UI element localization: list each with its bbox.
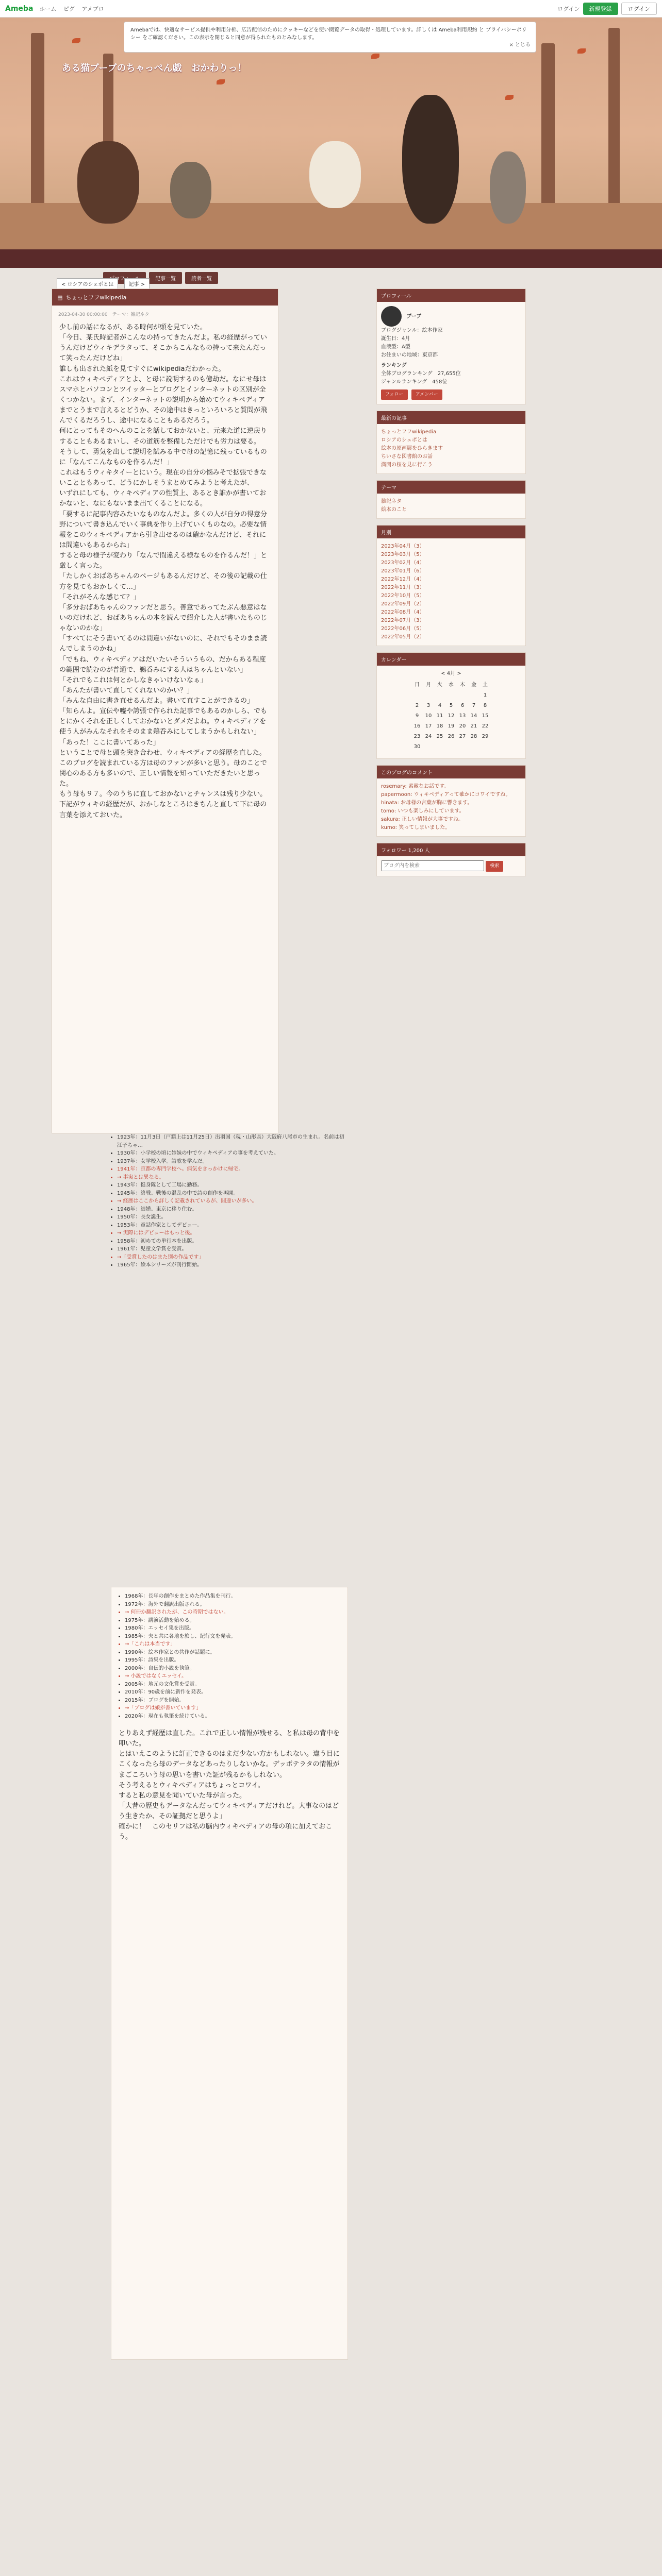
archive-link[interactable]: 2023年03月（5）: [381, 552, 425, 558]
calendar-day[interactable]: 24: [425, 734, 432, 740]
conclusion-paragraph: そう考えるとウィキペディアはちょっとコワイ。: [119, 1781, 264, 1789]
history-item: • 1980年：エッセイ集を出版。: [125, 1624, 340, 1633]
calendar-heading: カレンダー: [377, 653, 525, 666]
leaf-decoration: [217, 79, 225, 84]
calendar-day: [457, 742, 468, 752]
entry-paragraph: これはウィキペディアとよ、と母に説明するのも億劫だ。なにせ母はスマホとパソコンとツイッターとブログとインターネットの区別が全くつかない。まず、インターネットの説明から始めてウィキペディアまでとうまで言えるとどうか、その途中はきっといろいろと質問が飛んでくるだろうし、途中になることもあるだろう。: [59, 375, 268, 425]
calendar-day[interactable]: 14: [470, 713, 477, 719]
history-item: • 1937年：女学校入学。詩歌を学んだ。: [117, 1158, 348, 1166]
entry-paragraph: いずれにしても、ウィキペディアの性質上、あるとき誰かが書いておかないと、なにもないまま出てくることになる。: [59, 489, 267, 508]
entry-continued: [111, 1587, 348, 2360]
leaf-decoration: [371, 54, 379, 59]
amember-button[interactable]: アメンバー: [411, 389, 442, 400]
calendar-day[interactable]: 12: [448, 713, 455, 719]
calendar-day: [445, 690, 457, 701]
archive-link[interactable]: 2022年11月（3）: [381, 585, 425, 591]
entry-paragraph: これはもうウィキタイーとにいう。現在の自分の悩みそで拡張できないことともあって、どうにかしそうまとめてみようと考えたが、: [59, 468, 267, 487]
entry-paragraph: 「すべてにそう書いてるのは間違いがないのに、それでもそのまま読んでしまうのかね」: [59, 635, 267, 653]
calendar-day[interactable]: 4: [438, 703, 442, 709]
calendar-day: [445, 742, 457, 752]
bear-illustration: [77, 141, 139, 224]
close-notice-button[interactable]: × とじる: [509, 42, 531, 48]
rabbit-illustration: [309, 141, 361, 208]
theme-link[interactable]: 雑記ネタ: [381, 499, 402, 505]
calendar-day: [411, 690, 423, 701]
site-title[interactable]: ある猫ブーブのちゃっぺん戯 おかわりっ！: [62, 63, 247, 74]
calendar-day: [468, 690, 479, 701]
entry-paragraph: 「知らんよ。宣伝や嘘や誇張で作られた記事でもあるのかしら、でもとにかくそれを正しくしておかないとダメだよね。ウィキペディアを使う人がみんなそれをそのまま鵜呑みにしてしまうかもしれない」: [59, 707, 268, 736]
history-item: • →「受賞したのはまた別の作品です」: [117, 1253, 348, 1262]
entry-paragraph: もう母も９７。今のうちに直しておかないとチャンスは残り少ない。: [59, 790, 267, 799]
profile-field: 誕生日：4月: [381, 336, 410, 342]
ranking-row[interactable]: 全体ブログランキング 27,655位: [381, 371, 461, 377]
theme-box: [376, 480, 526, 519]
nav-pigg[interactable]: ピグ: [63, 5, 75, 12]
profile-subtitle: ブログジャンル：絵本作家: [381, 328, 443, 333]
avatar[interactable]: [381, 306, 402, 327]
ranking-row[interactable]: ジャンルランキング 458位: [381, 379, 448, 385]
archive-heading: 月別: [377, 526, 525, 538]
history-item: • → 事実とは異なる。: [117, 1174, 348, 1182]
archive-link[interactable]: 2022年08月（4）: [381, 609, 425, 616]
calendar-day[interactable]: 16: [413, 723, 421, 730]
calendar-day[interactable]: 3: [426, 703, 431, 709]
history-item: • 1990年：絵本作家との共作が話題に。: [125, 1649, 340, 1657]
calendar-weekday: 日: [415, 682, 420, 688]
history-item: • 2005年：地元の文化賞を受賞。: [125, 1681, 340, 1689]
cookie-notice: [124, 22, 536, 53]
entry-list-tab[interactable]: 記事一覧: [149, 272, 182, 284]
archive-link[interactable]: 2022年12月（4）: [381, 577, 425, 583]
conclusion-paragraph: とりあえず経歴は直した。これで正しい情報が残せる、と私は母の背中を叩いた。: [119, 1730, 340, 1748]
calendar-day[interactable]: 10: [425, 713, 432, 719]
search-button[interactable]: 検索: [486, 861, 503, 871]
theme-heading: テーマ: [377, 481, 525, 494]
profile-field: お住まいの地域：東京都: [381, 352, 438, 358]
recent-entries-heading: 最新の記事: [377, 411, 525, 424]
entry-paragraph: 誰しも出された紙を見てすぐにwikipediaだわかった。: [59, 365, 225, 373]
global-nav: [39, 5, 109, 13]
musician-illustration: [402, 95, 459, 224]
calendar-day[interactable]: 18: [436, 723, 443, 730]
entry-paragraph: 「それでもこれは何とかしなきゃいけないなぁ」: [59, 676, 207, 684]
ameba-logo[interactable]: Ameba: [5, 4, 34, 13]
leaf-decoration: [72, 38, 80, 43]
history-item: • 2020年：現在も執筆を続けている。: [125, 1713, 340, 1721]
ranking-label: ランキング: [381, 363, 407, 368]
calendar-day: [423, 690, 434, 701]
entry-paragraph: 何にとってもそのへんのことを話しておかないと、元来た道に逆戻りすることもあるまいし、その道筋を整備しただけでも労力は要る。: [59, 427, 267, 446]
readers-tab[interactable]: 読者一覧: [185, 272, 218, 284]
calendar-day[interactable]: 27: [459, 734, 466, 740]
login-button[interactable]: ログイン: [621, 3, 657, 15]
conclusion-paragraph: 「大昔の歴史もデータなんだってウィキペディアだけれど。大事なのはどう生きたか、その証拠だと思うよ」: [119, 1802, 339, 1821]
comment-link[interactable]: kumo: 笑ってしまいました。: [381, 825, 451, 831]
follower-box: [376, 843, 526, 876]
archive-link[interactable]: 2023年01月（6）: [381, 568, 425, 574]
entry-paragraph: そうして、勇気を出して説明を試みる中で母の記憶に残っているものに「なんてこんなものを作るんだ！」: [59, 448, 267, 466]
calendar-weekday: 火: [437, 682, 442, 688]
calendar-day[interactable]: 7: [472, 703, 476, 709]
calendar-day[interactable]: 11: [436, 713, 443, 719]
calendar-day: [434, 742, 445, 752]
follower-heading: フォロワー 1,200 人: [377, 843, 525, 856]
history-item: • 1945年：終戦。戦後の混乱の中で詩の創作を再開。: [117, 1190, 348, 1198]
history-list-continued: [119, 1592, 340, 1720]
sidebar: [376, 289, 526, 883]
entry-paragraph: 「多分おばあちゃんのファンだと思う。善意であってたぶん悪意はないのだけれど、おばあちゃんの本を読んで紹介した人が書いたものじゃないのかな」: [59, 603, 268, 633]
history-item: • 1930年：小学校の頃に姉妹の中でウィキペディアの事を考えていた。: [117, 1149, 348, 1158]
conclusion-paragraph: すると私の意見を聞いていた母が言った。: [119, 1791, 246, 1800]
history-item: • 1958年：初めての単行本を出版。: [117, 1238, 348, 1246]
entry-paragraph: 下記がウィキの経歴だが、おかしなところはきちんと直して下に母の言葉を添えておいた。: [59, 801, 267, 819]
history-item: • 2010年：90歳を前に新作を発表。: [125, 1688, 340, 1697]
history-item: • 1961年：児童文学賞を受賞。: [117, 1245, 348, 1253]
history-item: • 1950年：長女誕生。: [117, 1213, 348, 1222]
calendar-day[interactable]: 17: [425, 723, 432, 730]
history-item: • 1972年：海外で翻訳出版される。: [125, 1601, 340, 1609]
topbar-actions: [557, 3, 657, 15]
history-item: • 1975年：講演活動を始める。: [125, 1617, 340, 1625]
global-header: [0, 0, 662, 18]
entry-paragraph: 「今日、某氏時記者がこんなの持ってきたんだよ。私の経歴がっていうんだけどウィキデラタって、そこからこんなもの持って来たんだって笑ったんだけどね」: [59, 334, 268, 363]
entry-paragraph: 「みんな自由に書き直せるんだよ。書いて直すことができるの」: [59, 697, 254, 705]
entry-paragraph: ということで母と頭を突き合わせ、ウィキペディアの経歴を直した。このブログを読まれている方は母のファンが多いと思う。母のことで関心のある方も多いので、正しい情報を知っていただきたいと思った。: [59, 749, 267, 788]
conclusion-paragraph: とはいえこのように訂正できるのはまだ少ない方かもしれない。違う目にこくなったら母のデータなどあったりしないかな。デッポテラタの情報がまごころいう母の思いを書いた証が残るかもしれない。: [119, 1750, 340, 1779]
calendar-day[interactable]: 19: [448, 723, 455, 730]
entry-paragraph: 少し前の話になるが、ある時何が頭を見ていた。: [59, 324, 207, 331]
calendar-day[interactable]: 5: [449, 703, 453, 709]
archive-link[interactable]: 2023年04月（3）: [381, 544, 425, 550]
history-item: • →「これは本当です」: [125, 1640, 340, 1649]
history-item: • → 何冊か翻訳されたが、この時期ではない。: [125, 1608, 340, 1617]
entry-conclusion: [119, 1728, 340, 1843]
entry-header: [52, 289, 278, 306]
archive-link[interactable]: 2022年10月（5）: [381, 593, 425, 599]
entry-title[interactable]: ちょっとフフwikipedia: [65, 294, 127, 301]
entry-paragraph: 「でもね、ウィキペディアはだいたいそういうもの、だからある程度の範囲で読むのが普通で、鵜呑みにする人はちゃんといない」: [59, 655, 266, 674]
archive-box: [376, 525, 526, 646]
conclusion-paragraph: 確かに！ このセリフは私の脳内ウィキペディアの母の項に加えておこう。: [119, 1823, 333, 1841]
profile-field: 血液型：A型: [381, 344, 410, 350]
blog-search-input[interactable]: [381, 860, 484, 871]
calendar-grid: [411, 680, 491, 752]
history-item: • → 小説ではなくエッセイ。: [125, 1672, 340, 1681]
calendar-day[interactable]: 29: [482, 734, 489, 740]
raccoon-illustration: [170, 162, 211, 218]
recent-entry-link[interactable]: 満開の桜を見に行こう: [381, 462, 433, 468]
calendar-day[interactable]: 6: [460, 703, 465, 709]
comments-box: [376, 765, 526, 837]
history-list: [111, 1133, 348, 1443]
history-item: • →「ブログは娘が書いています」: [125, 1704, 340, 1713]
comments-heading: このブログのコメント: [377, 766, 525, 778]
calendar-day[interactable]: 1: [483, 692, 487, 699]
recent-entries-box: [376, 411, 526, 474]
comment-link[interactable]: papermoon: ウィキペディアって確かにコワイですね。: [381, 792, 511, 798]
archive-link[interactable]: 2022年07月（3）: [381, 618, 425, 624]
entry-article: [52, 289, 278, 1133]
calendar-day: [434, 690, 445, 701]
history-item: • 2000年：自伝的小説を執筆。: [125, 1665, 340, 1673]
calendar-day[interactable]: 9: [415, 713, 419, 719]
entry-pager: [57, 278, 154, 289]
history-item: • 1943年：挺身隊として工場に勤務。: [117, 1181, 348, 1190]
profile-box: [376, 289, 526, 404]
leaf-decoration: [577, 48, 586, 54]
calendar-day[interactable]: 21: [470, 723, 477, 730]
follow-button[interactable]: フォロー: [381, 389, 408, 400]
calendar-day[interactable]: 13: [459, 713, 466, 719]
comment-link[interactable]: hinata: お母様の言葉が胸に響きます。: [381, 800, 473, 806]
calendar-day: [457, 690, 468, 701]
next-entry-link[interactable]: 記事 >: [124, 278, 150, 289]
history-item: • 1923年：11月3日（戸籍上は11月25日）出羽国（現・山形県）大阪府八尾市の生まれ。名前は初江子ちゃ…: [117, 1133, 348, 1149]
history-item: • 1995年：詩集を出版。: [125, 1656, 340, 1665]
entry-paragraph: 「たしかくおばあちゃんのページもあるんだけど、その後の記載の仕方を見てもおかしくて…」: [59, 572, 267, 591]
calendar-day[interactable]: 26: [448, 734, 455, 740]
entry-paragraph: 「それがそんな感じて？」: [59, 593, 140, 601]
calendar-day[interactable]: 30: [413, 744, 421, 750]
history-item: • 1948年：結婚。東京に移り住む。: [117, 1206, 348, 1214]
comment-link[interactable]: sakura: 正しい情報が大事ですね。: [381, 817, 464, 823]
calendar-day[interactable]: 8: [483, 703, 487, 709]
calendar-weekday: 土: [483, 682, 488, 688]
document-icon: ▤: [57, 294, 63, 301]
calendar-day: [423, 742, 434, 752]
recent-entry-link[interactable]: ロシアのシェポとは: [381, 437, 427, 444]
archive-link[interactable]: 2022年09月（2）: [381, 601, 425, 607]
theme-link[interactable]: 絵本のこと: [381, 507, 407, 513]
profile-heading: プロフィール: [377, 289, 525, 302]
history-item: • 1965年：絵本シリーズが刊行開始。: [117, 1261, 348, 1269]
entry-paragraph: 「要するに記事内容みたいなものなんだよ。多くの人が自分の得意分野について書き込んでいく事典を作り上げていくものなの。必要な情報をこのウィキペディアから引き出せるのは確かなんだけど、それには間違いもあるからね」: [59, 510, 268, 549]
calendar-weekday: 金: [471, 682, 476, 688]
signup-button[interactable]: 新規登録: [583, 3, 618, 15]
calendar-day: [468, 742, 479, 752]
calendar-weekday: 木: [460, 682, 465, 688]
calendar-day[interactable]: 15: [482, 713, 489, 719]
calendar-day[interactable]: 2: [415, 703, 419, 709]
calendar-day[interactable]: 28: [470, 734, 477, 740]
nav-home[interactable]: ホーム: [39, 5, 57, 12]
recent-entry-link[interactable]: 絵本の原画展をひらきます: [381, 446, 443, 452]
comment-link[interactable]: rosemary: 素敵なお話です。: [381, 784, 450, 790]
prev-entry-link[interactable]: < ロシアのシェポとは: [57, 278, 118, 289]
calendar-month[interactable]: < 4月 >: [441, 671, 461, 677]
calendar-weekday: 水: [449, 682, 454, 688]
leaf-decoration: [505, 95, 514, 100]
archive-link[interactable]: 2022年05月（2）: [381, 634, 425, 640]
profile-name[interactable]: ブーブ: [406, 314, 422, 319]
entry-paragraph: 「あった！ここに書いてあった」: [59, 738, 160, 747]
cookie-notice-text: Amebaでは、快適なサービス提供や利用分析、広告配信のためにクッキーなどを使い閲覧データの取得・処理しています。詳しくは Ameba利用規約 と プライバシーポリシー をご確認ください。この表示を閉じると同意が得られたものとみなします。: [130, 27, 527, 41]
login-link[interactable]: ログイン: [557, 5, 580, 12]
calendar-day[interactable]: 22: [482, 723, 489, 730]
history-item: • 1985年：夫と共に各地を旅し、紀行文を発表。: [125, 1633, 340, 1641]
blog-nav-bar: [0, 249, 662, 268]
calendar-box: [376, 652, 526, 759]
comment-link[interactable]: tomo: いつも楽しみにしています。: [381, 808, 465, 815]
archive-link[interactable]: 2023年02月（4）: [381, 560, 425, 566]
archive-link[interactable]: 2022年06月（5）: [381, 626, 425, 632]
calendar-day[interactable]: 23: [413, 734, 421, 740]
history-item: • → 実際にはデビューはもっと後。: [117, 1229, 348, 1238]
entry-paragraph: すると母の様子が変わり「なんで間違える様なものを作るんだ！」と厳しく言った。: [59, 552, 268, 570]
recent-entry-link[interactable]: ちいさな図書館のお話: [381, 454, 433, 460]
history-item: • 1968年：長年の創作をまとめた作品集を刊行。: [125, 1592, 340, 1601]
hare-illustration: [490, 151, 526, 224]
calendar-weekday: 月: [426, 682, 431, 688]
entry-body: [52, 317, 278, 826]
history-item: • 2015年：ブログを開始。: [125, 1697, 340, 1705]
nav-ameblo[interactable]: アメブロ: [81, 5, 104, 12]
history-item: • 1941年：京都の専門学校へ。病気をきっかけに帰宅。: [117, 1165, 348, 1174]
calendar-day[interactable]: 25: [436, 734, 443, 740]
recent-entry-link[interactable]: ちょっとフフwikipedia: [381, 429, 437, 435]
history-item: • 1953年：童話作家としてデビュー。: [117, 1222, 348, 1230]
history-item: • → 経歴はここから詳しく記載されているが、間違いが多い。: [117, 1197, 348, 1206]
entry-meta: 2023-04-30 00:00:00 テーマ：雑記ネタ: [58, 312, 150, 317]
calendar-day: [479, 742, 491, 752]
calendar-day[interactable]: 20: [459, 723, 466, 730]
entry-paragraph: 「あんたが書いて直してくれないのかい？」: [59, 686, 194, 694]
